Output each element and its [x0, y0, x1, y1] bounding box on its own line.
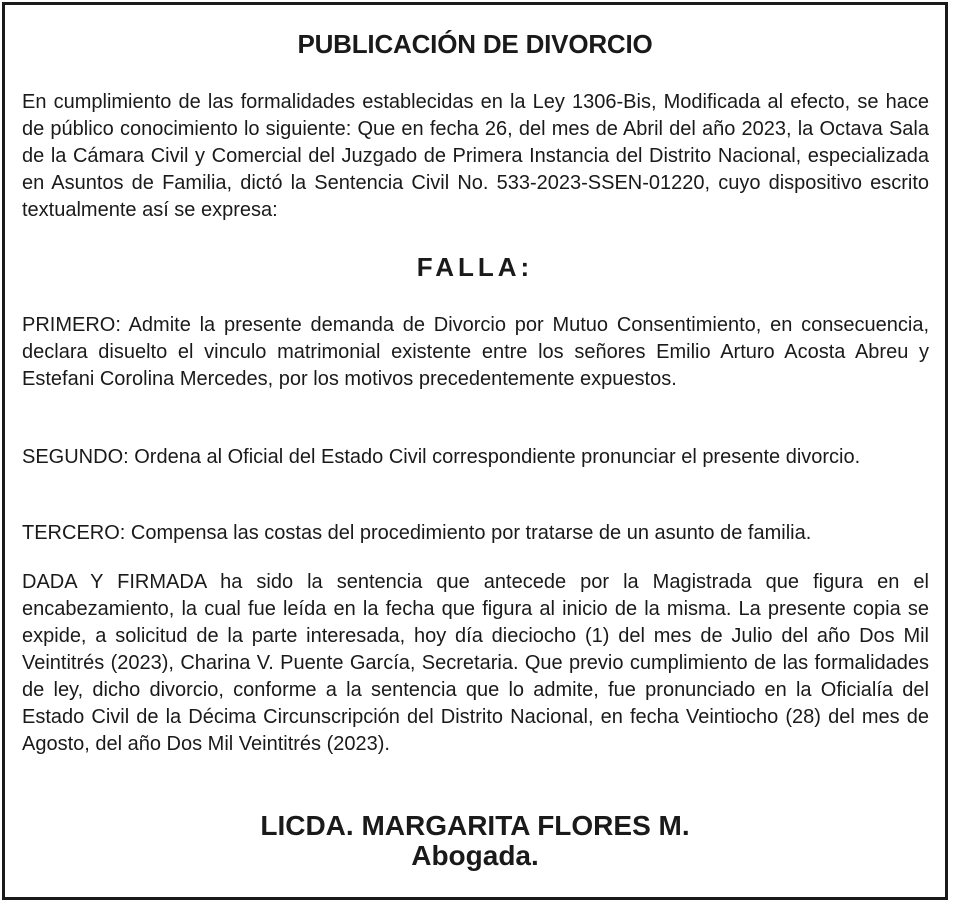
primero-paragraph: PRIMERO: Admite la presente demanda de Divorcio por Mutuo Consentimiento, en consecuencia, declara disuelto el vinculo matrimonial existente entre los señores Emilio Arturo Acosta Abreu y Estefani Corolina Mercedes, por los motivos precedentemente expuestos. [22, 314, 929, 390]
signature-role: Abogada. [411, 840, 539, 871]
segundo-paragraph: SEGUNDO: Ordena al Oficial del Estado Civil correspondiente pronunciar el presente divorcio. [22, 446, 861, 468]
notice-title: PUBLICACIÓN DE DIVORCIO [297, 29, 653, 59]
tercero-paragraph: TERCERO: Compensa las costas del procedimiento por tratarse de un asunto de familia. [22, 522, 812, 544]
dada-paragraph: DADA Y FIRMADA ha sido la sentencia que antecede por la Magistrada que figura en el encabezamiento, la cual fue leída en la fecha que figura al inicio de la misma. La presente copia se expide, a solicitud de la parte interesada, hoy día dieciocho (1) del mes de Julio del año Dos Mil Veintitrés (2023), Charina V. Puente García, Secretaria. Que previo cumplimiento de las formalidades de ley, dicho divorcio, conforme a la sentencia que lo admite, fue pronunciado en la Oficialía del Estado Civil de la Décima Circunscripción del Distrito Nacional, en fecha Veintiocho (28) del mes de Agosto, del año Dos Mil Veintitrés (2023). [22, 571, 929, 755]
falla-heading: FALLA: [416, 252, 534, 282]
intro-paragraph: En cumplimiento de las formalidades establecidas en la Ley 1306-Bis, Modificada al efecto, se hace de público conocimiento lo siguiente: Que en fecha 26, del mes de Abril del año 2023, la Octava Sala de la Cámara Civil y Comercial del Juzgado de Primera Instancia del Distrito Nacional, especializada en Asuntos de Familia, dictó la Sentencia Civil No. 533-2023-SSEN-01220, cuyo dispositivo escrito textualmente así se expresa: [22, 91, 929, 221]
signature-name: LICDA. MARGARITA FLORES M. [260, 810, 690, 841]
legal-notice-box [2, 2, 948, 900]
